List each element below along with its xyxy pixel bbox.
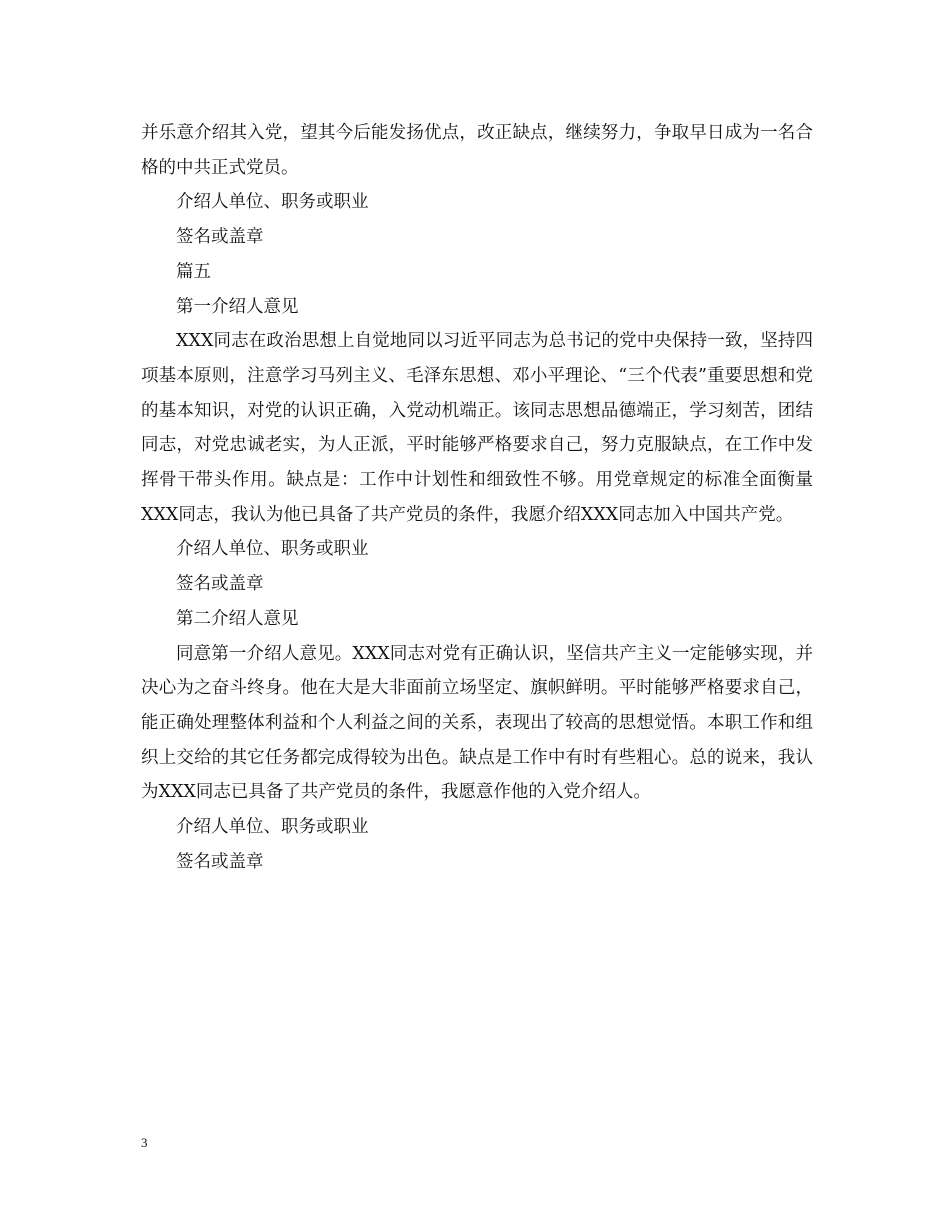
- paragraph-signature-1: 签名或盖章: [176, 227, 264, 248]
- paragraph-signature-3: 签名或盖章: [176, 851, 264, 872]
- section-heading-part-five: 篇五: [176, 261, 211, 282]
- paragraph-recommender-unit-2: 介绍人单位、职务或职业: [176, 539, 369, 560]
- paragraph-first-recommender-body: XXX同志在政治思想上自觉地同以习近平同志为总书记的党中央保持一致，坚持四项基本原则，注意学习马列主义、毛泽东思想、邓小平理论、“三个代表”重要思想和党的基本知识，对党的认识正确，入党动机端正。该同志思想品德端正，学习刻苦，团结同志，对党忠诚老实，为人正派，平时能够严格要求自己，努力克服缺点，在工作中发挥骨干带头作用。缺点是：工作中计划性和细致性不够。用党章规定的标准全面衡量XXX同志，我认为他已具备了共产党员的条件，我愿介绍XXX同志加入中国共产党。: [141, 331, 813, 525]
- paragraph-signature-2: 签名或盖章: [176, 574, 264, 595]
- paragraph-recommender-unit-1: 介绍人单位、职务或职业: [176, 192, 369, 213]
- heading-first-recommender-opinion: 第一介绍人意见: [176, 296, 299, 317]
- paragraph-intro-continuation: 并乐意介绍其入党，望其今后能发扬优点，改正缺点，继续努力，争取早日成为一名合格的中共正式党员。: [141, 123, 813, 178]
- paragraph-second-recommender-body: 同意第一介绍人意见。XXX同志对党有正确认识，坚信共产主义一定能够实现，并决心为之奋斗终身。他在大是大非面前立场坚定、旗帜鲜明。平时能够严格要求自己，能正确处理整体利益和个人利益之间的关系，表现出了较高的思想觉悟。本职工作和组织上交给的其它任务都完成得较为出色。缺点是工作中有时有些粗心。总的说来，我认为XXX同志已具备了共产党员的条件，我愿意作他的入党介绍人。: [141, 643, 813, 803]
- document-body: [141, 116, 813, 879]
- heading-second-recommender-opinion: 第二介绍人意见: [176, 608, 299, 629]
- paragraph-recommender-unit-3: 介绍人单位、职务或职业: [176, 817, 369, 838]
- page-number: 3: [141, 1135, 148, 1150]
